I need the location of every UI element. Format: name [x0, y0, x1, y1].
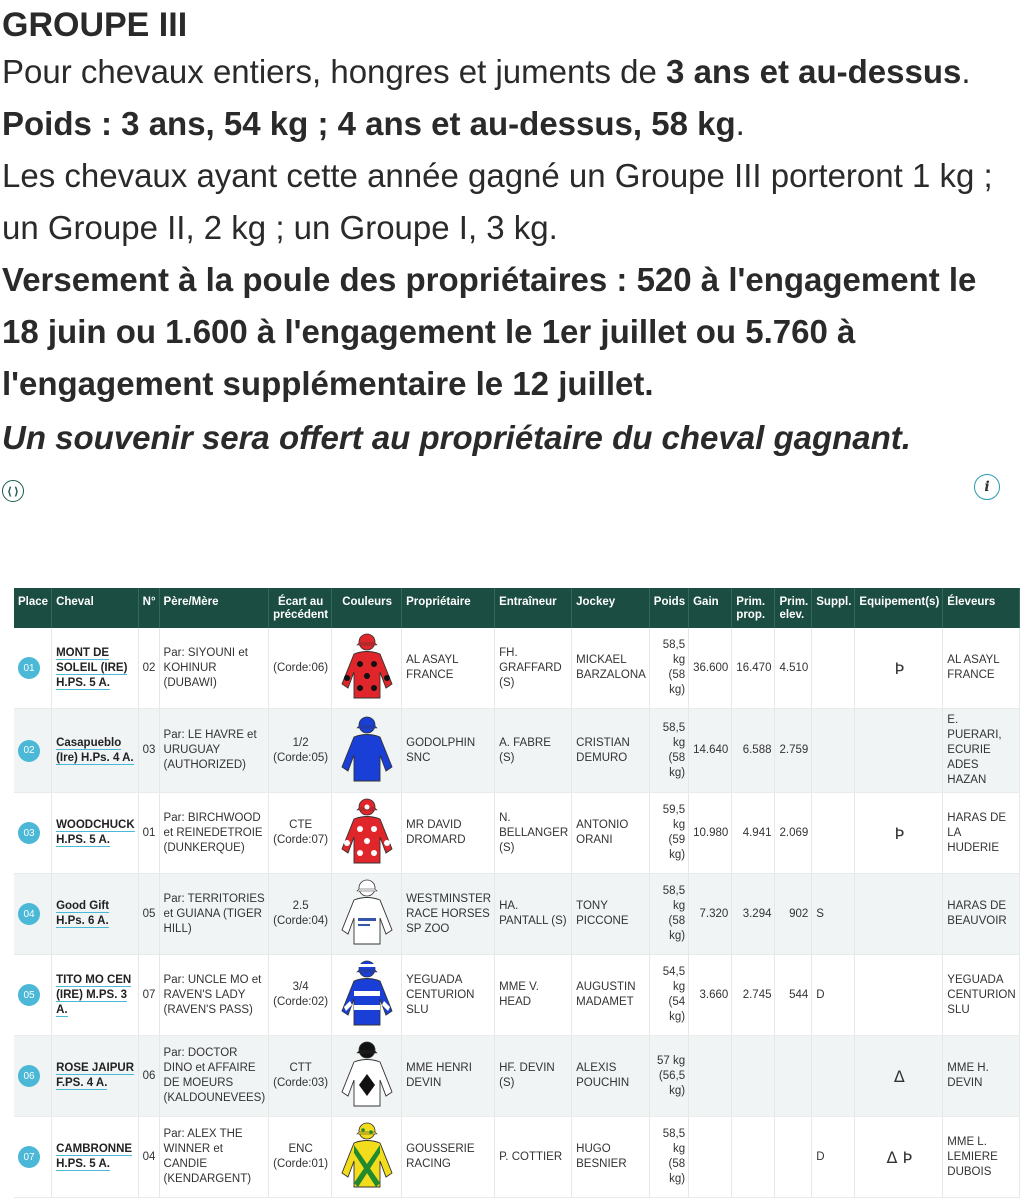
- silks-cell: [332, 793, 402, 874]
- weight-cell: [649, 1036, 688, 1117]
- jockey-cell: [572, 709, 650, 793]
- supplement-cell: [812, 874, 855, 955]
- silks-cell: [332, 628, 402, 709]
- breeder-premium-cell: [775, 793, 812, 874]
- owner: YEGUADA CENTURION SLU: [406, 973, 475, 1016]
- place-badge: 05: [18, 984, 40, 1006]
- equipment: Δ Þ: [886, 1147, 913, 1167]
- supplement: S: [816, 907, 824, 920]
- breeders: YEGUADA CENTURION SLU: [947, 973, 1016, 1016]
- jockey: AUGUSTIN MADAMET: [576, 981, 636, 1008]
- horse-name-cell: [52, 628, 139, 709]
- results-table: [14, 588, 1020, 1198]
- equipment-cell: [855, 1117, 943, 1198]
- pedigree-cell: [159, 793, 269, 874]
- earnings-cell: [689, 874, 732, 955]
- breeder-premium: 4.510: [779, 661, 809, 674]
- col-poids[interactable]: Poids: [649, 588, 688, 628]
- breeders: E. PUERARI, ECURIE ADES HAZAN: [947, 714, 1002, 786]
- weight: 58,5 kg (58 kg): [662, 1128, 686, 1185]
- owner-cell: [402, 874, 495, 955]
- jockey-silk-icon: [336, 797, 398, 869]
- col-prim-prop[interactable]: Prim. prop.: [732, 588, 775, 628]
- owner: WESTMINSTER RACE HORSES SP ZOO: [406, 892, 492, 935]
- jockey-silk-icon: [336, 1121, 398, 1193]
- table-row: [14, 955, 1019, 1036]
- col-suppl[interactable]: Suppl.: [812, 588, 855, 628]
- trainer-cell: [495, 1036, 572, 1117]
- saddle-number-cell: [138, 628, 159, 709]
- equipment-cell: [855, 709, 943, 793]
- jockey-cell: [572, 793, 650, 874]
- trainer: FH. GRAFFARD (S): [499, 646, 562, 689]
- place-cell-cell: [14, 793, 52, 874]
- place-badge: 02: [18, 740, 40, 762]
- margin: 1/2 (Corde:05): [273, 736, 329, 764]
- supplement: D: [816, 988, 825, 1001]
- place-badge: 07: [18, 1146, 40, 1168]
- col-gain[interactable]: Gain: [689, 588, 732, 628]
- saddle-number-cell: [138, 955, 159, 1036]
- owner-premium-cell: [732, 955, 775, 1036]
- silks-cell: [332, 874, 402, 955]
- saddle-number-cell: [138, 1117, 159, 1198]
- trainer-cell: [495, 955, 572, 1036]
- pedigree-cell: [159, 628, 269, 709]
- earnings-cell: [689, 1036, 732, 1117]
- earnings-cell: [689, 793, 732, 874]
- owner-premium: 4.941: [742, 826, 772, 839]
- horse-name-cell: [52, 709, 139, 793]
- breeders: MME L. LEMIERE DUBOIS: [947, 1135, 998, 1178]
- jockey: ALEXIS POUCHIN: [576, 1062, 630, 1089]
- margin: CTE (Corde:07): [273, 819, 329, 846]
- saddle-number-cell: [138, 874, 159, 955]
- jockey: HUGO BESNIER: [576, 1143, 627, 1170]
- saddle-number: 01: [142, 826, 156, 839]
- supplement-cell: [812, 793, 855, 874]
- equipment-cell: [855, 793, 943, 874]
- weight: 57 kg (56,5 kg): [656, 1054, 686, 1097]
- silks-cell: [332, 709, 402, 793]
- jockey-silk-icon: [336, 959, 398, 1031]
- jockey-silk-icon: [336, 878, 398, 950]
- col-entraineur[interactable]: Entraîneur: [495, 588, 572, 628]
- place-badge: 03: [18, 822, 40, 844]
- trainer-cell: [495, 1117, 572, 1198]
- breeders: MME H. DEVIN: [947, 1062, 989, 1089]
- jockey-cell: [572, 628, 650, 709]
- earnings: 3.660: [699, 988, 729, 1001]
- table-row: [14, 628, 1019, 709]
- trainer-cell: [495, 874, 572, 955]
- breeders-cell: [943, 955, 1019, 1036]
- trainer: HF. DEVIN (S): [499, 1062, 555, 1089]
- supplement-cell: [812, 709, 855, 793]
- breeder-premium-cell: [775, 1036, 812, 1117]
- breeders-cell: [943, 1117, 1019, 1198]
- horse-name-cell: [52, 955, 139, 1036]
- earnings-cell: [689, 955, 732, 1036]
- saddle-number: 07: [142, 988, 156, 1001]
- equipment-cell: [855, 955, 943, 1036]
- equipment-cell: [855, 1036, 943, 1117]
- breeders-cell: [943, 793, 1019, 874]
- conditions-paragraph: [2, 46, 1002, 150]
- place-cell-cell: [14, 1036, 52, 1117]
- horse-name-cell: [52, 1036, 139, 1117]
- horse-name-cell: [52, 793, 139, 874]
- owner-cell: [402, 793, 495, 874]
- breeder-premium: 902: [789, 907, 809, 920]
- col-ecart[interactable]: Écart au précédent: [269, 588, 332, 628]
- table-row: [14, 1036, 1019, 1117]
- expand-icon[interactable]: ⟨⟩: [2, 480, 24, 502]
- earnings: 10.980: [693, 826, 729, 839]
- place-badge: 01: [18, 657, 40, 679]
- saddle-number: 03: [142, 744, 156, 756]
- jockey-cell: [572, 955, 650, 1036]
- breeder-premium-cell: [775, 1117, 812, 1198]
- conditions-end: .: [735, 105, 745, 142]
- breeder-premium-cell: [775, 709, 812, 793]
- owner-cell: [402, 1117, 495, 1198]
- col-jockey[interactable]: Jockey: [572, 588, 650, 628]
- owner-premium-cell: [732, 1117, 775, 1198]
- results-header-row: [14, 588, 1019, 628]
- margin-cell: [269, 709, 332, 793]
- col-cheval[interactable]: Cheval: [52, 588, 139, 628]
- pedigree-cell: [159, 1036, 269, 1117]
- col-place[interactable]: Place: [14, 588, 52, 628]
- saddle-number: 06: [142, 1069, 156, 1082]
- col-equipement[interactable]: Equipement(s): [855, 588, 943, 628]
- table-row: [14, 793, 1019, 874]
- table-row: [14, 874, 1019, 955]
- weight-cell: [649, 955, 688, 1036]
- jockey-silk-icon: [336, 632, 398, 704]
- jockey: CRISTIAN DEMURO: [576, 736, 630, 764]
- owner: MR DAVID DROMARD: [406, 819, 466, 846]
- owner-premium: 6.588: [742, 744, 772, 756]
- owner: GOUSSERIE RACING: [406, 1143, 475, 1170]
- pedigree: Par: TERRITORIES et GUIANA (TIGER HILL): [163, 892, 265, 935]
- table-row: [14, 1117, 1019, 1198]
- breeder-premium-cell: [775, 955, 812, 1036]
- race-group-title: GROUPE III: [2, 6, 188, 44]
- margin-cell: [269, 1117, 332, 1198]
- equipment: Þ: [894, 658, 905, 678]
- place-cell-cell: [14, 628, 52, 709]
- weight: 58,5 kg (58 kg): [662, 639, 686, 696]
- pedigree: Par: LE HAVRE et URUGUAY (AUTHORIZED): [163, 729, 257, 771]
- horse-link[interactable]: Good Gift H.Ps. 6 A.: [56, 900, 110, 927]
- conditions-weights: Poids : 3 ans, 54 kg ; 4 ans et au-dessus, 58 kg: [2, 105, 736, 142]
- weight-cell: [649, 1117, 688, 1198]
- owner-premium: 2.745: [742, 988, 772, 1001]
- margin-cell: [269, 955, 332, 1036]
- horse-link[interactable]: Casapueblo (Ire) H.Ps. 4 A.: [56, 736, 134, 764]
- conditions-sep: .: [961, 53, 971, 90]
- trainer-cell: [495, 628, 572, 709]
- place-badge: 04: [18, 903, 40, 925]
- owner-premium-cell: [732, 628, 775, 709]
- trainer-cell: [495, 793, 572, 874]
- silks-cell: [332, 1036, 402, 1117]
- supplement-cell: [812, 628, 855, 709]
- horse-link[interactable]: MONT DE SOLEIL (IRE) H.PS. 5 A.: [56, 646, 128, 689]
- owner-premium: 3.294: [742, 907, 772, 920]
- col-couleurs[interactable]: Couleurs: [332, 588, 402, 628]
- margin-cell: [269, 628, 332, 709]
- saddle-number-cell: [138, 793, 159, 874]
- breeders: HARAS DE BEAUVOIR: [947, 900, 1007, 927]
- trainer: MME V. HEAD: [499, 981, 539, 1008]
- margin-cell: [269, 793, 332, 874]
- earnings: 36.600: [693, 661, 729, 674]
- earnings-cell: [689, 709, 732, 793]
- col-eleveurs[interactable]: Éleveurs: [943, 588, 1019, 628]
- equipment: Þ: [894, 823, 905, 843]
- horse-name-cell: [52, 1117, 139, 1198]
- pedigree: Par: ALEX THE WINNER et CANDIE (KENDARGENT): [163, 1128, 252, 1185]
- owner-cell: [402, 709, 495, 793]
- margin-cell: [269, 1036, 332, 1117]
- jockey: ANTONIO ORANI: [576, 819, 629, 846]
- jockey-cell: [572, 874, 650, 955]
- saddle-number: 05: [142, 907, 156, 920]
- jockey: TONY PICCONE: [576, 900, 629, 927]
- place-cell-cell: [14, 955, 52, 1036]
- col-num[interactable]: N°: [138, 588, 159, 628]
- owner-cell: [402, 628, 495, 709]
- breeder-premium-cell: [775, 628, 812, 709]
- horse-link[interactable]: CAMBRONNE H.PS. 5 A.: [56, 1143, 133, 1170]
- owner: MME HENRI DEVIN: [406, 1062, 472, 1089]
- saddle-number: 04: [142, 1150, 156, 1163]
- pedigree: Par: UNCLE MO et RAVEN'S LADY (RAVEN'S PASS): [163, 973, 262, 1016]
- pedigree-cell: [159, 955, 269, 1036]
- place-badge: 06: [18, 1065, 40, 1087]
- weight: 58,5 kg (58 kg): [662, 721, 686, 779]
- saddle-number-cell: [138, 709, 159, 793]
- owner: GODOLPHIN SNC: [406, 736, 476, 764]
- breeder-premium: 2.759: [779, 744, 809, 756]
- margin: (Corde:06): [273, 661, 329, 674]
- supplement-cell: [812, 1117, 855, 1198]
- breeders: AL ASAYL FRANCE: [947, 654, 1000, 681]
- jockey-silk-icon: [336, 1040, 398, 1112]
- pedigree: Par: DOCTOR DINO et AFFAIRE DE MOEURS (KALDOUNEVEES): [163, 1047, 266, 1104]
- weight: 58,5 kg (58 kg): [662, 885, 686, 942]
- earnings-cell: [689, 628, 732, 709]
- equipment-cell: [855, 874, 943, 955]
- margin-cell: [269, 874, 332, 955]
- breeders: HARAS DE LA HUDERIE: [947, 811, 1007, 854]
- pedigree-cell: [159, 874, 269, 955]
- breeders-cell: [943, 628, 1019, 709]
- weight-cell: [649, 709, 688, 793]
- breeders-cell: [943, 874, 1019, 955]
- breeders-cell: [943, 709, 1019, 793]
- trainer: A. FABRE (S): [499, 736, 551, 764]
- weight-cell: [649, 628, 688, 709]
- pedigree-cell: [159, 1117, 269, 1198]
- pedigree: Par: SIYOUNI et KOHINUR (DUBAWI): [163, 646, 248, 689]
- table-row: [14, 709, 1019, 793]
- weight-cell: [649, 793, 688, 874]
- equipment-cell: [855, 628, 943, 709]
- earnings: 7.320: [699, 907, 729, 920]
- place-cell-cell: [14, 709, 52, 793]
- horse-name-cell: [52, 874, 139, 955]
- owner: AL ASAYL FRANCE: [406, 654, 459, 681]
- breeder-premium-cell: [775, 874, 812, 955]
- breeder-premium: 544: [789, 988, 809, 1001]
- place-cell-cell: [14, 1117, 52, 1198]
- col-prim-elev[interactable]: Prim. elev.: [775, 588, 812, 628]
- owner-cell: [402, 1036, 495, 1117]
- saddle-number-cell: [138, 1036, 159, 1117]
- horse-link[interactable]: WOODCHUCK H.PS. 5 A.: [56, 819, 135, 846]
- jockey: MICKAEL BARZALONA: [576, 654, 646, 681]
- owner-cell: [402, 955, 495, 1036]
- weight-cell: [649, 874, 688, 955]
- margin: CTT (Corde:03): [273, 1062, 329, 1089]
- souvenir-note: Un souvenir sera offert au propriétaire du cheval gagnant.: [2, 419, 911, 456]
- owner-premium-cell: [732, 709, 775, 793]
- jockey-cell: [572, 1036, 650, 1117]
- saddle-number: 02: [142, 661, 156, 674]
- horse-link[interactable]: TITO MO CEN (IRE) M.PS. 3 A.: [56, 973, 132, 1016]
- entry-fees-paragraph: Versement à la poule des propriétaires : 520 à l'engagement le 18 juin ou 1.600 à l'engagement le 1er juillet ou 5.760 à l'engagement supplémentaire le 12 juillet.: [2, 261, 977, 402]
- conditions-text: Pour chevaux entiers, hongres et juments de: [2, 53, 667, 90]
- pedigree: Par: BIRCHWOOD et REINEDETROIE (DUNKERQUE): [163, 811, 263, 854]
- jockey-silk-icon: [336, 715, 398, 787]
- horse-link[interactable]: ROSE JAIPUR F.PS. 4 A.: [56, 1062, 135, 1089]
- equipment: Δ: [893, 1066, 905, 1086]
- breeder-premium: 2.069: [779, 826, 809, 839]
- pedigree-cell: [159, 709, 269, 793]
- supplement-cell: [812, 955, 855, 1036]
- supplement-cell: [812, 1036, 855, 1117]
- margin: 3/4 (Corde:02): [273, 981, 329, 1008]
- trainer: N. BELLANGER (S): [499, 811, 569, 854]
- earnings: 14.640: [693, 744, 729, 756]
- trainer: HA. PANTALL (S): [499, 900, 567, 927]
- race-conditions: [0, 0, 1008, 464]
- supplement: D: [816, 1150, 825, 1163]
- info-icon[interactable]: i: [974, 474, 1000, 500]
- weight: 54,5 kg (54 kg): [662, 966, 686, 1023]
- place-cell-cell: [14, 874, 52, 955]
- breeders-cell: [943, 1036, 1019, 1117]
- col-proprietaire[interactable]: Propriétaire: [402, 588, 495, 628]
- margin: ENC (Corde:01): [273, 1143, 329, 1170]
- owner-premium-cell: [732, 874, 775, 955]
- table-toolbar: [0, 470, 1008, 506]
- margin: 2.5 (Corde:04): [273, 900, 329, 927]
- silks-cell: [332, 955, 402, 1036]
- weight: 59,5 kg (59 kg): [662, 804, 686, 861]
- conditions-age: 3 ans et au-dessus: [666, 53, 962, 90]
- owner-premium-cell: [732, 1036, 775, 1117]
- owner-premium: 16.470: [736, 661, 772, 674]
- trainer: P. COTTIER: [499, 1150, 563, 1163]
- trainer-cell: [495, 709, 572, 793]
- jockey-cell: [572, 1117, 650, 1198]
- earnings-cell: [689, 1117, 732, 1198]
- penalty-paragraph: Les chevaux ayant cette année gagné un Groupe III porteront 1 kg ; un Groupe II, 2 kg ; un Groupe I, 3 kg.: [2, 157, 993, 246]
- owner-premium-cell: [732, 793, 775, 874]
- silks-cell: [332, 1117, 402, 1198]
- col-pere-mere[interactable]: Père/Mère: [159, 588, 269, 628]
